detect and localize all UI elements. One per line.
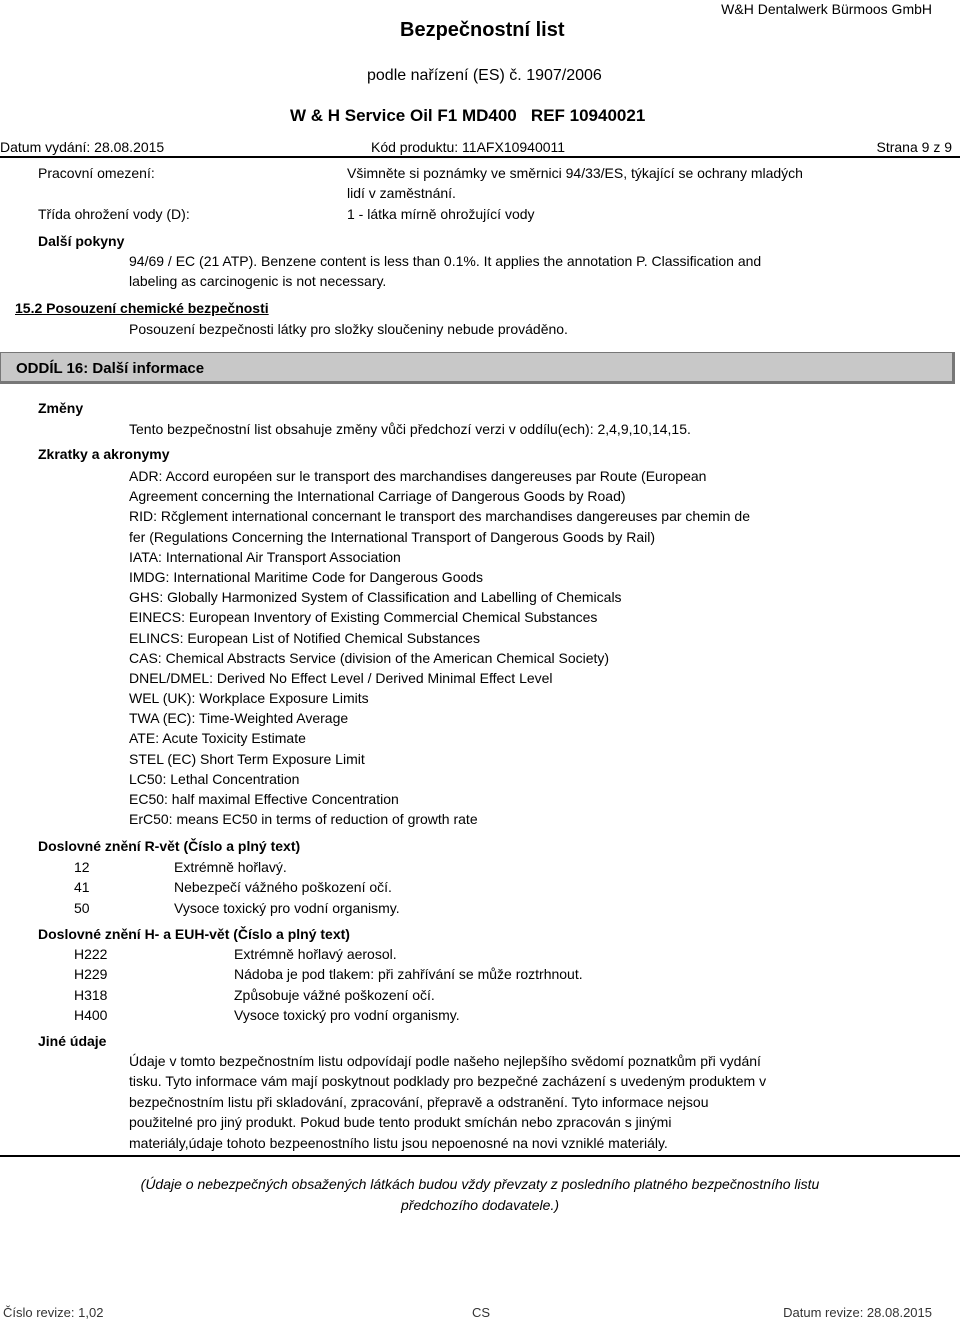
h-phrase-text: Vysoce toxický pro vodní organismy.	[234, 1006, 460, 1023]
abbreviation-item: EC50: half maximal Effective Concentration	[129, 791, 399, 807]
footnote-line1: (Údaje o nebezpečných obsažených látkách budou vždy převzaty z posledního platného bezpečnostního listu	[140, 1176, 820, 1192]
r-phrase-text: Nebezpečí vážného poškození očí.	[174, 879, 392, 896]
h-phrase-code: H229	[74, 966, 108, 983]
product-code: Kód produktu: 11AFX10940011	[371, 139, 566, 155]
r-phrases-heading: Doslovné znění R-vět (Číslo a plný text)	[38, 838, 301, 854]
h-phrase-code: H318	[74, 986, 108, 1003]
h-phrase-code: H400	[74, 1006, 108, 1023]
chem-safety-text: Posouzení bezpečnosti látky pro složky sloučeniny nebude prováděno.	[129, 321, 568, 337]
other-info-line: materiály,údaje tohoto bezpeenostního listu jsou nepoenosné na novi vzniklé materiály.	[129, 1134, 668, 1151]
r-phrase-code: 12	[74, 859, 90, 875]
abbreviation-item: CAS: Chemical Abstracts Service (division of the American Chemical Society)	[129, 649, 610, 666]
abbreviations-list	[129, 466, 750, 829]
further-info-line1: 94/69 / EC (21 ATP). Benzene content is less than 0.1%. It applies the annotation P. Classification and	[129, 253, 762, 269]
page-number: Strana 9 z 9	[876, 139, 952, 155]
abbreviation-item: WEL (UK): Workplace Exposure Limits	[129, 690, 369, 707]
abbreviation-item: IATA: International Air Transport Association	[129, 548, 401, 565]
other-info-line: použitelné pro jiný produkt. Pokud bude tento produkt smíchán nebo zpracován s jinými	[129, 1114, 672, 1131]
document-title: Bezpečnostní list	[400, 19, 565, 41]
water-hazard-value: 1 - látka mírně ohrožující vody	[347, 206, 535, 222]
r-phrase-code: 41	[74, 879, 90, 896]
header-rule	[0, 156, 960, 158]
abbreviations-label: Zkratky a akronymy	[38, 446, 170, 462]
r-phrase-text: Vysoce toxický pro vodní organismy.	[174, 899, 400, 916]
abbreviation-item: RID: Rčglement international concernant le transport des marchandises dangereuses par chemin de	[129, 508, 751, 525]
h-phrase-code: H222	[74, 946, 108, 962]
abbreviation-item: LC50: Lethal Concentration	[129, 770, 300, 787]
abbreviation-item: DNEL/DMEL: Derived No Effect Level / Derived Minimal Effect Level	[129, 669, 553, 686]
r-phrase-code: 50	[74, 899, 90, 916]
revision-date: Datum revize: 28.08.2015	[783, 1305, 932, 1320]
h-phrase-text: Extrémně hořlavý aerosol.	[234, 946, 397, 962]
work-restrictions-text-line2: lidí v zaměstnání.	[347, 185, 456, 201]
abbreviation-item: ErC50: means EC50 in terms of reduction of growth rate	[129, 811, 478, 828]
abbreviation-item: GHS: Globally Harmonized System of Classification and Labelling of Chemicals	[129, 589, 622, 606]
work-restrictions-text-line1: Všimněte si poznámky ve směrnici 94/33/ES, týkající se ochrany mladých	[347, 165, 803, 181]
abbreviation-item: STEL (EC) Short Term Exposure Limit	[129, 750, 365, 767]
abbreviation-item: EINECS: European Inventory of Existing Commercial Chemical Substances	[129, 609, 598, 626]
other-info-label: Jiné údaje	[38, 1033, 107, 1049]
changes-label: Změny	[38, 400, 84, 416]
h-phrase-text: Způsobuje vážné poškození očí.	[234, 986, 435, 1003]
other-info-line: bezpečnostním listu při skladování, zpracování, přepravě a odstranění. Tyto informace nejsou	[129, 1093, 709, 1110]
language-code: CS	[472, 1305, 491, 1320]
r-phrase-text: Extrémně hořlavý.	[174, 859, 287, 875]
abbreviation-item: ELINCS: European List of Notified Chemical Substances	[129, 629, 480, 646]
h-phrases-heading: Doslovné znění H- a EUH-vět (Číslo a plný text)	[38, 926, 350, 942]
abbreviation-item: ATE: Acute Toxicity Estimate	[129, 730, 306, 747]
changes-text: Tento bezpečnostní list obsahuje změny vůči předchozí verzi v oddílu(ech): 2,4,9,10,14,15.	[129, 421, 691, 437]
issue-date: Datum vydání: 28.08.2015	[0, 139, 165, 155]
other-info-paragraph	[129, 1051, 869, 1153]
regulation-reference: podle nařízení (ES) č. 1907/2006	[367, 67, 602, 84]
other-info-line: Údaje v tomto bezpečnostním listu odpovídají podle našeho nejlepšího svědomí poznatkům při vydání	[129, 1053, 761, 1069]
water-hazard-label: Třída ohrožení vody (D):	[38, 206, 190, 222]
work-restrictions-label: Pracovní omezení:	[38, 165, 155, 181]
content-end-rule	[0, 1155, 960, 1157]
chem-safety-heading: 15.2 Posouzení chemické bezpečnosti	[15, 300, 269, 316]
footnote-line2: předchozího dodavatele.)	[401, 1197, 559, 1213]
abbreviation-item: ADR: Accord européen sur le transport des marchandises dangereuses par Route (European	[129, 468, 707, 484]
other-info-line: tisku. Tyto informace vám mají poskytnout podklady pro bezpečné zacházení s uvedeným produktem v	[129, 1073, 767, 1090]
abbreviation-item: IMDG: International Maritime Code for Dangerous Goods	[129, 568, 484, 585]
product-name: W & H Service Oil F1 MD400 REF 10940021	[290, 106, 646, 125]
abbreviation-item: Agreement concerning the International Carriage of Dangerous Goods by Road)	[129, 488, 626, 505]
section-16-header	[0, 352, 955, 384]
further-info-line2: labeling as carcinogenic is not necessary.	[129, 273, 387, 289]
revision-number: Číslo revize: 1,02	[3, 1305, 104, 1320]
further-info-label: Další pokyny	[38, 233, 125, 249]
section-16-title: ODDÍL 16: Další informace	[16, 360, 205, 377]
company-name: W&H Dentalwerk Bürmoos GmbH	[721, 1, 932, 17]
h-phrase-text: Nádoba je pod tlakem: při zahřívání se může roztrhnout.	[234, 966, 583, 983]
abbreviation-item: TWA (EC): Time-Weighted Average	[129, 710, 349, 727]
abbreviation-item: fer (Regulations Concerning the International Transport of Dangerous Goods by Rail)	[129, 528, 656, 545]
